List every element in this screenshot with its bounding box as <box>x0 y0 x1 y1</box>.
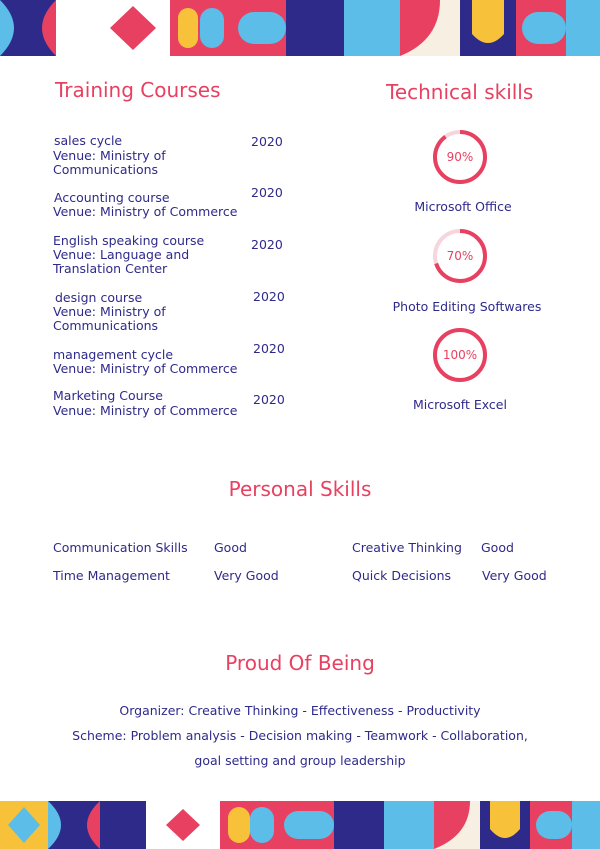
skill-gauge-3 <box>432 327 488 383</box>
personal-skill-2-name: Creative Thinking <box>352 540 462 555</box>
personal-skill-4-name: Quick Decisions <box>352 568 452 583</box>
bottom-decorative-band <box>0 801 600 849</box>
course-6-year: 2020 <box>253 392 285 407</box>
course-5-title: management cycle <box>53 347 174 362</box>
skill-2-percent: 70% <box>446 249 474 263</box>
personal-skill-1-level: Good <box>214 540 247 555</box>
skill-3-name: Microsoft Excel <box>413 397 507 412</box>
course-2-venue: Venue: Ministry of Commerce <box>53 204 238 219</box>
course-1-year: 2020 <box>251 134 283 149</box>
proud-line-3: goal setting and group leadership <box>194 753 406 768</box>
course-1-venue-cont: Communications <box>53 162 159 177</box>
course-1-venue: Venue: Ministry of <box>53 148 166 163</box>
proud-of-being-heading: Proud Of Being <box>225 651 375 675</box>
personal-skill-3-level: Very Good <box>214 568 279 583</box>
personal-skill-1-name: Communication Skills <box>53 540 188 555</box>
course-6-venue: Venue: Ministry of Commerce <box>53 403 238 418</box>
top-decorative-band <box>0 0 600 56</box>
skill-1-percent: 90% <box>446 150 474 164</box>
course-1-title: sales cycle <box>54 133 123 148</box>
course-4-venue: Venue: Ministry of <box>53 304 166 319</box>
course-4-title: design course <box>55 290 143 305</box>
course-4-venue-cont: Communications <box>53 318 159 333</box>
personal-skill-2-level: Good <box>481 540 514 555</box>
course-6-title: Marketing Course <box>53 388 163 403</box>
personal-skill-4-level: Very Good <box>482 568 547 583</box>
course-3-venue: Venue: Language and <box>53 247 190 262</box>
skill-gauge-2 <box>432 228 488 284</box>
skill-gauge-1 <box>432 129 488 185</box>
personal-skill-3-name: Time Management <box>53 568 170 583</box>
course-3-year: 2020 <box>251 237 283 252</box>
training-courses-heading: Training Courses <box>55 78 221 102</box>
course-3-title: English speaking course <box>53 233 205 248</box>
course-3-venue-cont: Translation Center <box>53 261 168 276</box>
course-5-year: 2020 <box>253 341 285 356</box>
course-2-title: Accounting course <box>54 190 170 205</box>
skill-3-percent: 100% <box>442 348 478 362</box>
skill-1-name: Microsoft Office <box>414 199 512 214</box>
course-5-venue: Venue: Ministry of Commerce <box>53 361 238 376</box>
course-2-year: 2020 <box>251 185 283 200</box>
course-4-year: 2020 <box>253 289 285 304</box>
skill-2-name: Photo Editing Softwares <box>392 299 542 314</box>
personal-skills-heading: Personal Skills <box>228 477 372 501</box>
technical-skills-heading: Technical skills <box>386 80 534 104</box>
proud-line-2: Scheme: Problem analysis - Decision making - Teamwork - Collaboration, <box>72 728 528 743</box>
proud-line-1: Organizer: Creative Thinking - Effectiveness - Productivity <box>119 703 481 718</box>
